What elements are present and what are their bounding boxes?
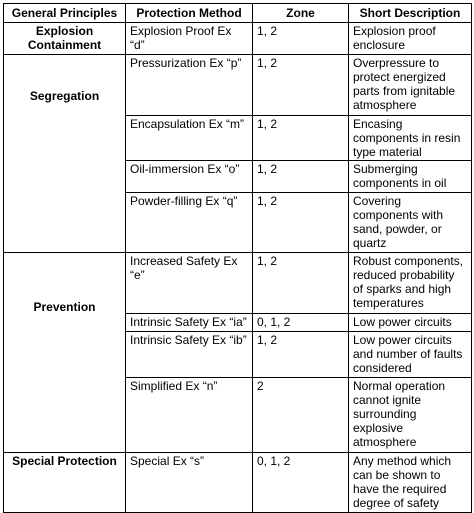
zone-cell: 1, 2 <box>253 23 349 55</box>
group-prevention <box>4 253 126 453</box>
zone-cell: 1, 2 <box>253 253 349 314</box>
table-row <box>4 253 472 314</box>
zone-cell: 1, 2 <box>253 55 349 116</box>
description-cell: Normal operation cannot ignite surrounding explosive atmosphere <box>349 378 472 453</box>
description-cell: Encasing components in resin type material <box>349 116 472 161</box>
zone-cell: 0, 1, 2 <box>253 314 349 332</box>
zone-cell: 1, 2 <box>253 161 349 193</box>
zone-cell: 1, 2 <box>253 332 349 378</box>
method-cell: Explosion Proof Ex “d” <box>126 23 253 55</box>
table-row <box>4 23 472 55</box>
group-special-protection: Special Protection <box>4 453 126 513</box>
protection-methods-table <box>3 3 472 513</box>
table-row <box>4 55 472 116</box>
zone-cell: 1, 2 <box>253 193 349 253</box>
description-cell: Covering components with sand, powder, or quartz <box>349 193 472 253</box>
method-cell: Oil-immersion Ex “o” <box>126 161 253 193</box>
zone-cell: 0, 1, 2 <box>253 453 349 513</box>
description-cell: Low power circuits <box>349 314 472 332</box>
description-cell: Low power circuits and number of faults considered <box>349 332 472 378</box>
table-row <box>4 453 472 513</box>
method-cell: Special Ex “s” <box>126 453 253 513</box>
description-cell: Overpressure to protect energized parts from ignitable atmosphere <box>349 55 472 116</box>
method-cell: Encapsulation Ex “m” <box>126 116 253 161</box>
group-segregation-label: Segregation <box>29 88 100 103</box>
group-prevention-label: Prevention <box>33 299 96 314</box>
method-cell: Powder-filling Ex “q” <box>126 193 253 253</box>
method-cell: Simplified Ex “n” <box>126 378 253 453</box>
group-segregation <box>4 55 126 253</box>
table-header-row <box>4 4 472 23</box>
description-cell: Any method which can be shown to have the required degree of safety <box>349 453 472 513</box>
method-cell: Increased Safety Ex “e” <box>126 253 253 314</box>
description-cell: Explosion proof enclosure <box>349 23 472 55</box>
group-explosion-containment: Explosion Containment <box>4 23 126 55</box>
method-cell: Intrinsic Safety Ex “ia” <box>126 314 253 332</box>
header-protection-method: Protection Method <box>126 4 253 23</box>
description-cell: Robust components, reduced probability of sparks and high temperatures <box>349 253 472 314</box>
description-cell: Submerging components in oil <box>349 161 472 193</box>
zone-cell: 1, 2 <box>253 116 349 161</box>
header-short-description: Short Description <box>349 4 472 23</box>
header-general-principles: General Principles <box>4 4 126 23</box>
method-cell: Intrinsic Safety Ex “ib” <box>126 332 253 378</box>
header-zone: Zone <box>253 4 349 23</box>
method-cell: Pressurization Ex “p” <box>126 55 253 116</box>
zone-cell: 2 <box>253 378 349 453</box>
